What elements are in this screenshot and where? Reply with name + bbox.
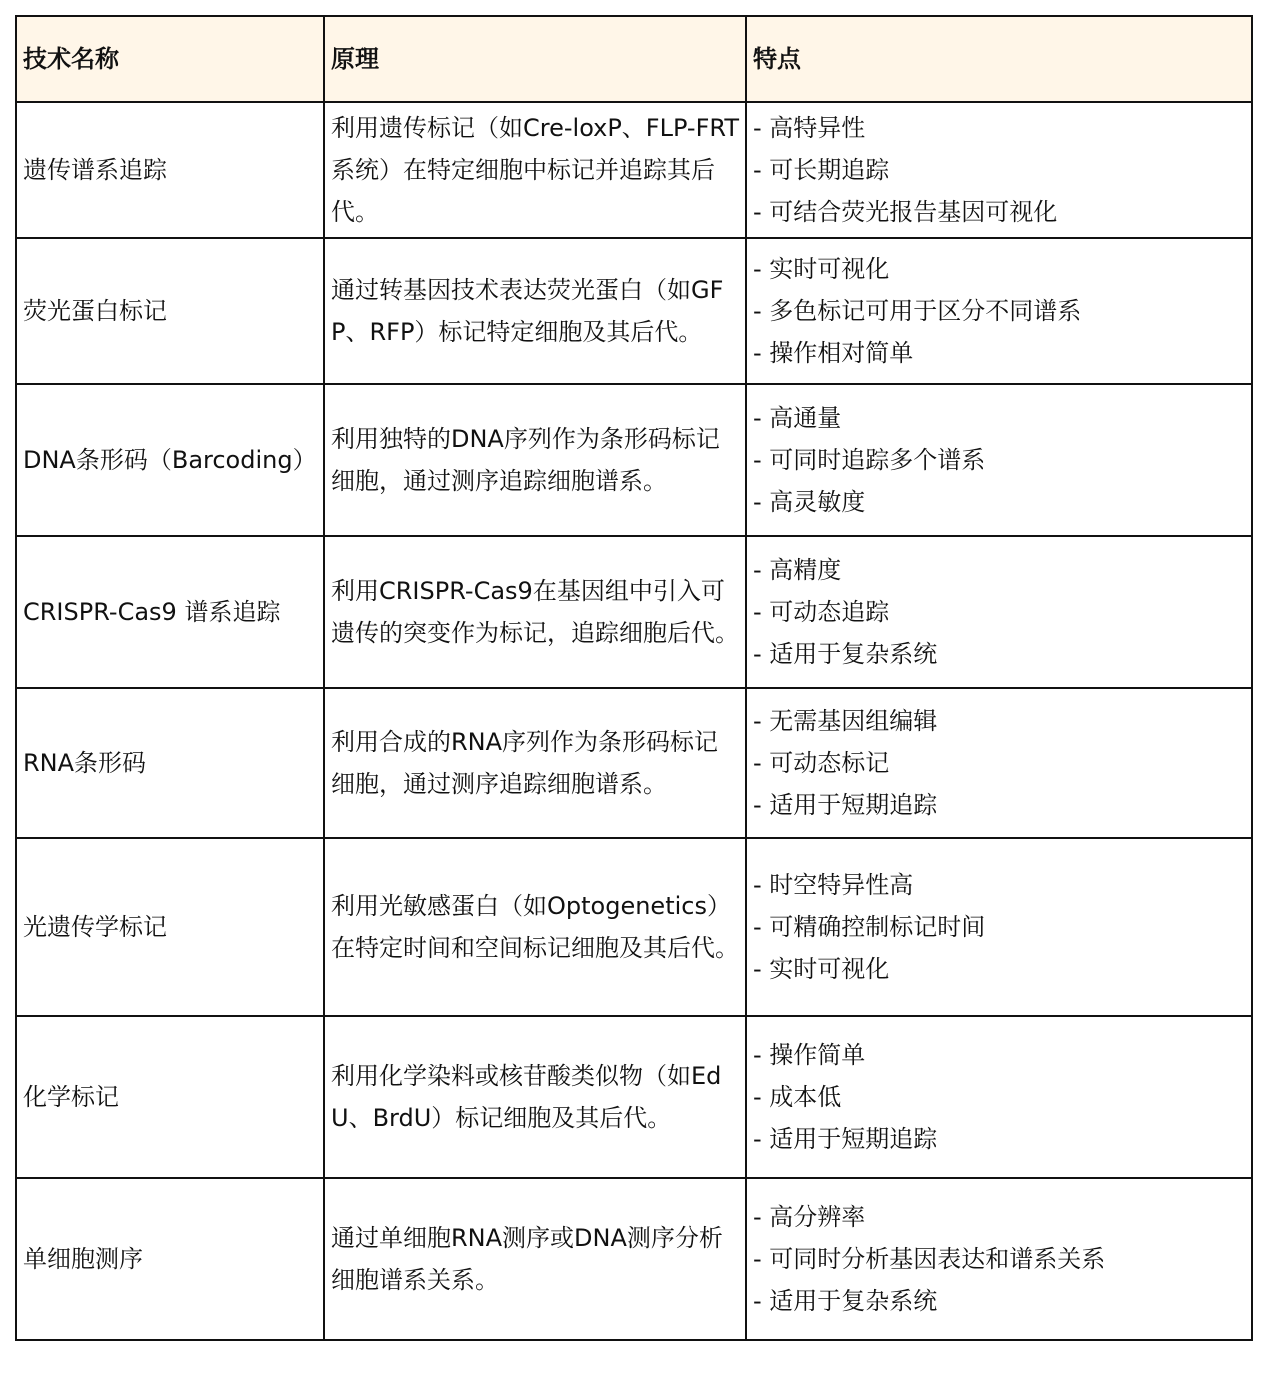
feature-item: - 可同时追踪多个谱系 bbox=[753, 446, 986, 474]
technique-features bbox=[746, 536, 1252, 688]
technique-principle: 利用遗传标记（如Cre-loxP、FLP-FRT系统）在特定细胞中标记并追踪其后代。 bbox=[324, 102, 746, 238]
technique-features bbox=[746, 688, 1252, 838]
lineage-tracing-table bbox=[15, 15, 1253, 1341]
technique-name: RNA条形码 bbox=[16, 688, 324, 838]
feature-item: - 适用于复杂系统 bbox=[753, 640, 938, 668]
feature-item: - 可动态追踪 bbox=[753, 598, 890, 626]
technique-features bbox=[746, 1016, 1252, 1178]
technique-features bbox=[746, 238, 1252, 384]
technique-name: 遗传谱系追踪 bbox=[16, 102, 324, 238]
feature-item: - 高通量 bbox=[753, 404, 842, 432]
technique-name: 光遗传学标记 bbox=[16, 838, 324, 1016]
technique-features bbox=[746, 102, 1252, 238]
technique-name: CRISPR-Cas9 谱系追踪 bbox=[16, 536, 324, 688]
feature-item: - 无需基因组编辑 bbox=[753, 707, 938, 735]
feature-item: - 高精度 bbox=[753, 556, 842, 584]
table-row bbox=[16, 102, 1252, 238]
feature-item: - 成本低 bbox=[753, 1083, 842, 1111]
table-row bbox=[16, 384, 1252, 536]
technique-principle: 利用光敏感蛋白（如Optogenetics）在特定时间和空间标记细胞及其后代。 bbox=[324, 838, 746, 1016]
technique-principle: 利用合成的RNA序列作为条形码标记细胞，通过测序追踪细胞谱系。 bbox=[324, 688, 746, 838]
technique-features bbox=[746, 384, 1252, 536]
feature-item: - 实时可视化 bbox=[753, 255, 890, 283]
feature-item: - 适用于短期追踪 bbox=[753, 1125, 938, 1153]
technique-principle: 利用CRISPR-Cas9在基因组中引入可遗传的突变作为标记，追踪细胞后代。 bbox=[324, 536, 746, 688]
table-row bbox=[16, 838, 1252, 1016]
technique-name: 荧光蛋白标记 bbox=[16, 238, 324, 384]
feature-item: - 实时可视化 bbox=[753, 955, 890, 983]
feature-item: - 操作相对简单 bbox=[753, 339, 914, 367]
feature-item: - 可动态标记 bbox=[753, 749, 890, 777]
feature-item: - 高灵敏度 bbox=[753, 488, 866, 516]
table-row bbox=[16, 1178, 1252, 1340]
header-features: 特点 bbox=[746, 16, 1252, 102]
feature-item: - 可同时分析基因表达和谱系关系 bbox=[753, 1245, 1106, 1273]
header-principle: 原理 bbox=[324, 16, 746, 102]
header-row bbox=[16, 16, 1252, 102]
technique-name: 单细胞测序 bbox=[16, 1178, 324, 1340]
table-row bbox=[16, 1016, 1252, 1178]
technique-features bbox=[746, 1178, 1252, 1340]
technique-name: DNA条形码（Barcoding） bbox=[16, 384, 324, 536]
technique-principle: 通过单细胞RNA测序或DNA测序分析细胞谱系关系。 bbox=[324, 1178, 746, 1340]
feature-item: - 高分辨率 bbox=[753, 1203, 866, 1231]
technique-name: 化学标记 bbox=[16, 1016, 324, 1178]
table-row bbox=[16, 238, 1252, 384]
technique-features bbox=[746, 838, 1252, 1016]
feature-item: - 多色标记可用于区分不同谱系 bbox=[753, 297, 1082, 325]
feature-item: - 可结合荧光报告基因可视化 bbox=[753, 198, 1058, 226]
table-row bbox=[16, 688, 1252, 838]
feature-item: - 操作简单 bbox=[753, 1041, 866, 1069]
feature-item: - 可长期追踪 bbox=[753, 156, 890, 184]
feature-item: - 适用于短期追踪 bbox=[753, 791, 938, 819]
feature-item: - 高特异性 bbox=[753, 114, 866, 142]
technique-principle: 利用独特的DNA序列作为条形码标记细胞，通过测序追踪细胞谱系。 bbox=[324, 384, 746, 536]
header-technique-name: 技术名称 bbox=[16, 16, 324, 102]
technique-principle: 利用化学染料或核苷酸类似物（如EdU、BrdU）标记细胞及其后代。 bbox=[324, 1016, 746, 1178]
technique-principle: 通过转基因技术表达荧光蛋白（如GFP、RFP）标记特定细胞及其后代。 bbox=[324, 238, 746, 384]
table-row bbox=[16, 536, 1252, 688]
feature-item: - 时空特异性高 bbox=[753, 871, 914, 899]
feature-item: - 可精确控制标记时间 bbox=[753, 913, 986, 941]
feature-item: - 适用于复杂系统 bbox=[753, 1287, 938, 1315]
